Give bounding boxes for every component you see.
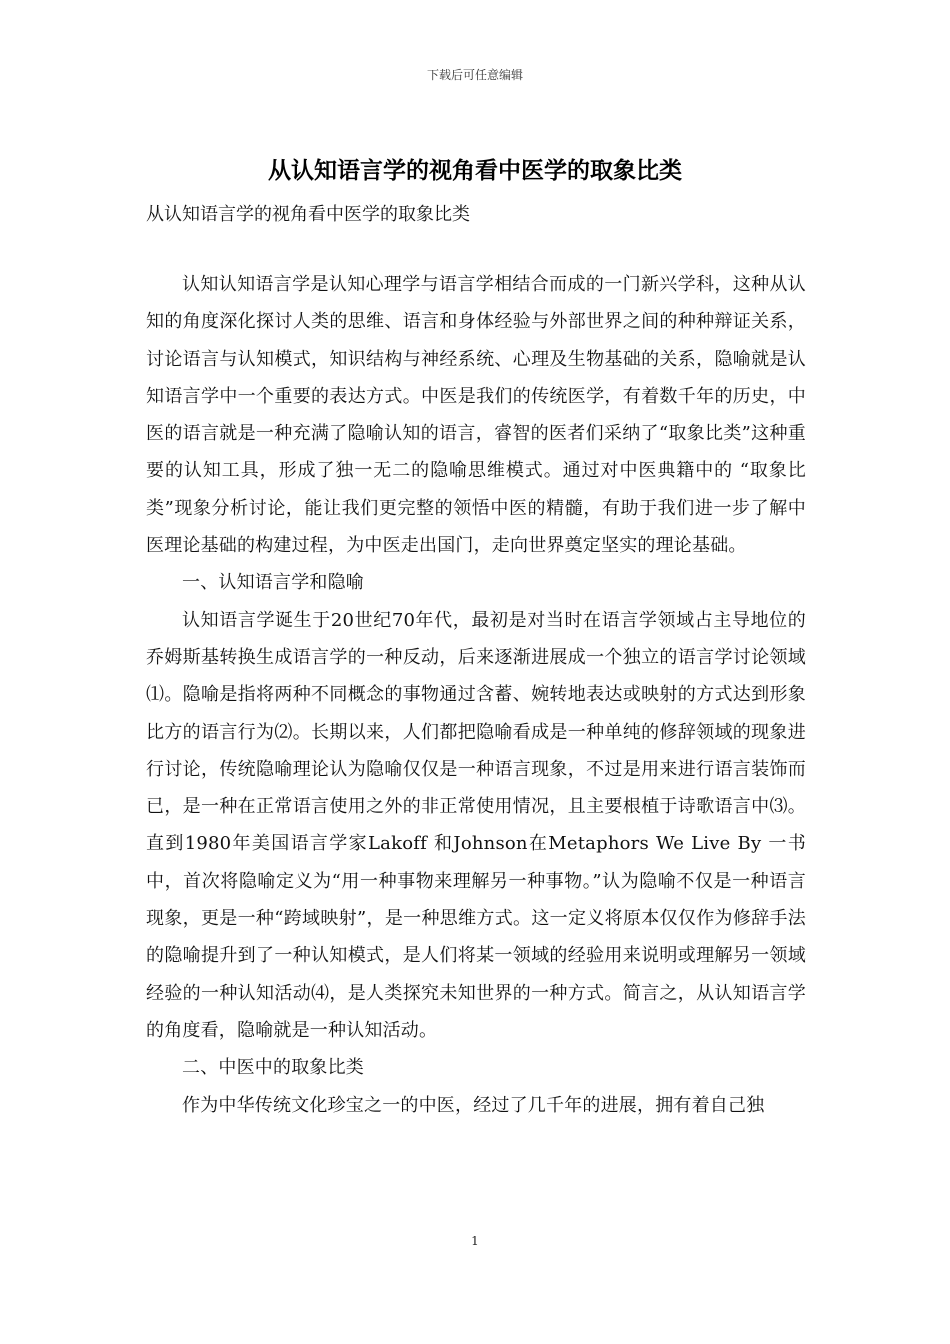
document-title: 从认知语言学的视角看中医学的取象比类 [268, 158, 682, 184]
page-header: 下载后可任意编辑 [426, 68, 523, 82]
section-heading-1: 一、认知语言学和隐喻 [182, 572, 364, 594]
paragraph-section-1: 认知语言学诞生于20世纪70年代，最初是对当时在语言学领域占主导地位的乔姆斯基转换生成语言学的一种反动，后来逐渐进展成一个独立的语言学讨论领域⑴。隐喻是指将两种不同概念的事物通过含蓄、婉转地表达或映射的方式达到形象比方的语言行为⑵。长期以来，人们都把隐喻看成是一种单纯的修辞领域的现象进行讨论，传统隐喻理论认为隐喻仅仅是一种语言现象，不过是用来进行语言装饰而已，是一种在正常语言使用之外的非正常使用情况，且主要根植于诗歌语言中⑶。直到1980年美国语言学家Lakoff 和Johnson在Metaphors We Live By 一书中，首次将隐喻定义为“用一种事物来理解另一种事物。”认为隐喻不仅是一种语言现象，更是一种“跨域映射”，是一种思维方式。这一定义将原本仅仅作为修辞手法的隐喻提升到了一种认知模式，是人们将某一领域的经验用来说明或理解另一领域经验的一种认知活动⑷，是人类探究未知世界的一种方式。简言之，从认知语言学的角度看，隐喻就是一种认知活动。 [146, 609, 806, 1041]
page-number: 1 [471, 1234, 479, 1248]
section-heading-2: 二、中医中的取象比类 [182, 1057, 364, 1079]
paragraph-intro: 认知认知语言学是认知心理学与语言学相结合而成的一门新兴学科，这种从认知的角度深化探讨人类的思维、语言和身体经验与外部世界之间的种种辩证关系，讨论语言与认知模式，知识结构与神经系统、心理及生物基础的关系，隐喻就是认知语言学中一个重要的表达方式。中医是我们的传统医学，有着数千年的历史，中医的语言就是一种充满了隐喻认知的语言，睿智的医者们采纳了“取象比类”这种重要的认知工具，形成了独一无二的隐喻思维模式。通过对中医典籍中的 “取象比类”现象分析讨论，能让我们更完整的领悟中医的精髓，有助于我们进一步了解中医理论基础的构建过程，为中医走出国门，走向世界奠定坚实的理论基础。 [146, 274, 806, 557]
document-body [146, 266, 806, 1124]
paragraph-section-2: 作为中华传统文化珍宝之一的中医，经过了几千年的进展，拥有着自己独 [182, 1094, 765, 1116]
document-subtitle: 从认知语言学的视角看中医学的取象比类 [146, 204, 470, 225]
